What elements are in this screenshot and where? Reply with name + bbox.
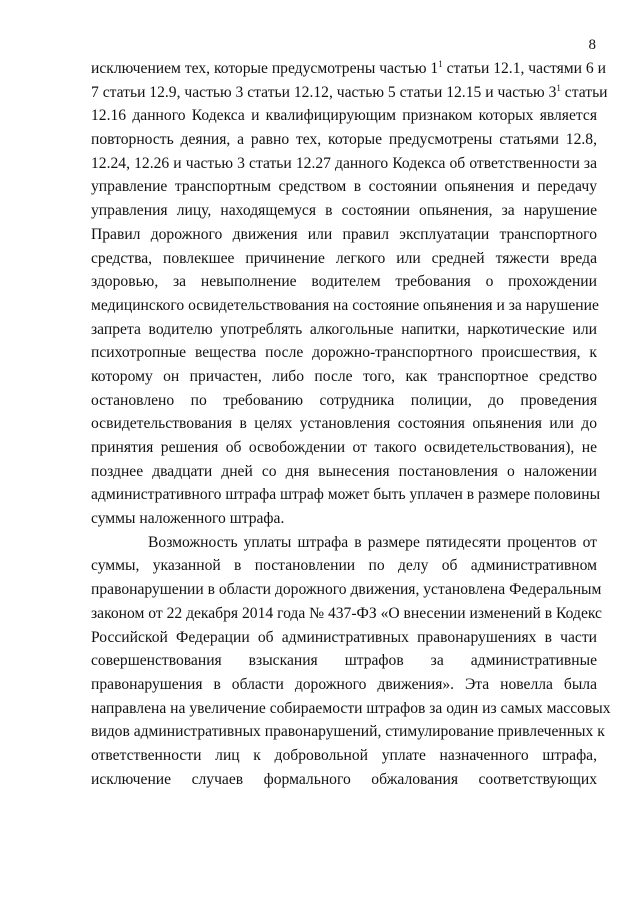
page-number: 8	[588, 37, 596, 53]
text-run: запрета водителю употреблять алкогольные напитки, наркотические или	[91, 320, 597, 338]
text-run: законом от 22 декабря 2014 года № 437-ФЗ «О внесении изменений в Кодекс	[91, 604, 602, 622]
text-line	[91, 483, 601, 507]
text-run: здоровью, за невыполнение водителем требования о прохождении	[91, 273, 597, 291]
text-run: управления лицу, находящемуся в состоянии опьянения, за нарушение	[91, 202, 597, 220]
text-line	[91, 318, 597, 342]
paragraph	[91, 531, 611, 792]
text-run: ответственности лиц к добровольной уплате назначенного штрафа,	[91, 746, 597, 764]
text-run: видов административных правонарушений, стимулирование привлеченных к	[91, 723, 605, 741]
text-run: которому он причастен, либо после того, как транспортное средство	[91, 367, 597, 385]
text-run: медицинского освидетельствования на состояние опьянения и за нарушение	[91, 296, 599, 314]
text-line	[91, 389, 597, 413]
text-line	[91, 341, 597, 365]
superscript: 1	[556, 82, 561, 93]
text-line	[91, 744, 597, 768]
body-text	[91, 57, 611, 791]
text-line	[91, 199, 597, 223]
text-line	[91, 720, 605, 744]
text-line	[91, 175, 597, 199]
text-run: административного штрафа штраф может быть уплачен в размере половины	[91, 486, 601, 504]
text-run: средства, повлекшее причинение легкого или средней тяжести вреда	[91, 249, 597, 267]
text-line	[91, 104, 597, 128]
text-run: остановлено по требованию сотрудника полиции, до проведения	[91, 391, 597, 409]
text-line	[91, 602, 602, 626]
text-run: исключением тех, которые предусмотрены частью 1	[91, 60, 439, 77]
text-run: психотропные вещества после дорожно-транспортного происшествия, к	[91, 344, 597, 362]
text-run: управление транспортным средством в состоянии опьянения и передачу	[91, 178, 597, 196]
text-line	[91, 626, 597, 650]
text-line	[91, 152, 597, 176]
text-run: правонарушения в области дорожного движения». Эта новелла была	[91, 675, 597, 693]
text-run: позднее двадцати дней со дня вынесения постановления о наложении	[91, 462, 597, 480]
text-run: принятия решения об освобождении от такого освидетельствования), не	[91, 439, 597, 456]
text-line	[91, 247, 597, 271]
text-run: статьи	[560, 83, 608, 101]
text-run: исключение случаев формального обжалования соответствующих	[91, 770, 597, 788]
text-run: направлена на увеличение собираемости штрафов за один из самых массовых	[91, 699, 611, 717]
text-run: повторность деяния, а равно тех, которые предусмотрены статьями 12.8,	[91, 131, 597, 149]
text-run: совершенствования взыскания штрафов за административные	[91, 652, 597, 670]
text-run: статьи 12.1, частями 6 и	[442, 60, 606, 77]
text-run: суммы, указанной в постановлении по делу об административном	[91, 557, 597, 575]
text-line	[91, 649, 597, 673]
text-line	[91, 460, 597, 484]
text-run: освидетельствования в целях установления состояния опьянения или до	[91, 415, 597, 433]
text-line	[91, 531, 597, 555]
text-run: правонарушении в области дорожного движения, установлена Федеральным	[91, 581, 602, 599]
superscript: 1	[438, 59, 443, 69]
text-line	[91, 412, 597, 436]
text-line	[91, 81, 608, 105]
text-line	[91, 57, 606, 81]
text-line	[91, 294, 597, 318]
text-line	[91, 697, 611, 721]
text-line	[91, 436, 597, 460]
text-line	[91, 768, 597, 792]
text-run: 12.16 данного Кодекса и квалифицирующим признаком которых является	[91, 107, 597, 125]
paragraph	[91, 57, 608, 531]
text-run: суммы наложенного штрафа.	[91, 510, 285, 528]
text-line	[91, 365, 597, 389]
text-line	[91, 270, 597, 294]
text-run: Российской Федерации об административных правонарушениях в части	[91, 628, 597, 646]
text-run: 12.24, 12.26 и частью 3 статьи 12.27 данного Кодекса об ответственности за	[91, 154, 597, 172]
text-run: 7 статьи 12.9, частью 3 статьи 12.12, частью 5 статьи 12.15 и частью 3	[91, 83, 557, 101]
text-run: Правил дорожного движения или правил эксплуатации транспортного	[91, 225, 597, 243]
text-run: Возможность уплаты штрафа в размере пятидесяти процентов от	[148, 533, 597, 551]
text-line	[91, 578, 602, 602]
text-line	[91, 554, 597, 578]
text-line	[91, 507, 597, 531]
text-line	[91, 223, 597, 247]
text-line	[91, 673, 597, 697]
text-line	[91, 128, 597, 152]
